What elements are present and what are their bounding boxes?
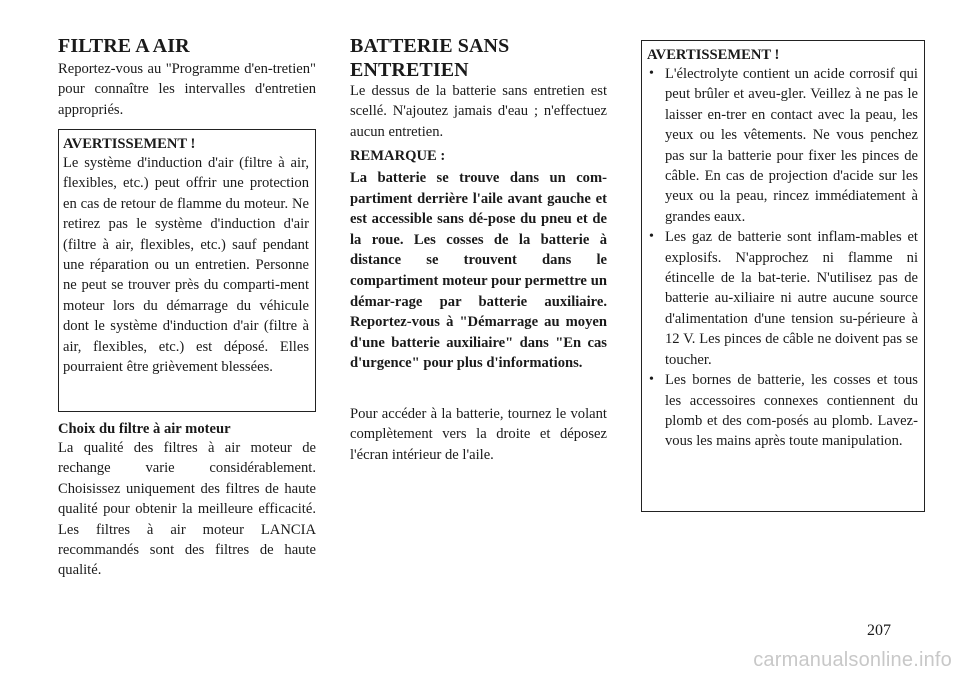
section-title-battery: BATTERIE SANS ENTRETIEN xyxy=(350,35,510,81)
list-item-text: L'électrolyte contient un acide corrosif qui peut brûler et aveu-gler. Veillez à ne pas le laisser en-trer en contact avec la peau, les yeux ou les vêtements. Ne vous penchez pas sur la batterie pour fixer les pinces de câble. En cas de projection d'acide sur les yeux ou la peau, rincez immédiatement à grandes eaux. xyxy=(665,66,918,225)
warning-title: AVERTISSEMENT ! xyxy=(647,47,780,63)
list-item xyxy=(647,64,918,227)
warning-text: Le système d'induction d'air (filtre à air, flexibles, etc.) peut offrir une protection en cas de retour de flamme du moteur. Ne retirez pas le système d'induction d'air (filtre à air, flexibles, etc.) sauf pendant une réparation ou un entretien. Personne ne peut se trouver près du comparti-ment moteur lors du démarrage du véhicule dont le système d'induction d'air (filtre à air, flexibles, etc.) est déposé. Elles pourraient être grièvement blessées. xyxy=(63,155,309,376)
list-item-text: Les bornes de batterie, les cosses et tous les accessoires connexes contiennent du plomb et des com-posés au plomb. Lavez-vous les mains après toute manipulation. xyxy=(665,372,918,450)
bullet-icon: • xyxy=(649,66,654,81)
bullet-icon: • xyxy=(649,372,654,388)
air-filter-choice-text: La qualité des filtres à air moteur de rechange varie considérablement. Choisissez uniquement des filtres de haute qualité pour obtenir la meilleure efficacité. Les filtres à air moteur LANCIA recommandés sont des filtres de haute qualité. xyxy=(58,440,316,579)
air-filter-warning-box xyxy=(58,129,316,412)
page-number: 207 xyxy=(867,622,891,639)
section-title-air-filter: FILTRE A AIR xyxy=(58,35,190,57)
list-item xyxy=(647,370,918,452)
list-item-text: Les gaz de batterie sont inflam-mables et explosifs. N'approchez ni flamme ni étincelle de la bat-terie. N'utilisez pas de batterie au-xiliaire ni autre aucune source d'alimentation d'une tension su-périeure à 12 V. Les pinces de câble ne doivent pas se toucher. xyxy=(665,229,918,368)
air-filter-choice-heading: Choix du filtre à air moteur xyxy=(58,421,231,437)
battery-paragraph-3: Pour accéder à la batterie, tournez le volant complètement vers la droite et déposez l'écran intérieur de l'aile. xyxy=(350,406,607,463)
battery-paragraph-1: Le dessus de la batterie sans entretien est scellé. N'ajoutez jamais d'eau ; n'effectuez aucun entretien. xyxy=(350,83,607,140)
watermark: carmanualsonline.info xyxy=(753,649,952,671)
warning-title: AVERTISSEMENT ! xyxy=(63,136,196,152)
battery-warning-box xyxy=(641,40,925,512)
list-item xyxy=(647,227,918,370)
warning-list xyxy=(647,64,918,452)
battery-note-text: La batterie se trouve dans un com-partiment derrière l'aile avant gauche et est accessible sans dé-pose du pneu et de la roue. Les cosses de la batterie à distance se trouvent dans le compartiment moteur pour permettre un démar-rage par batterie auxiliaire. Reportez-vous à "Démarrage au moyen d'une batterie auxiliaire" dans "En cas d'urgence" pour plus d'informations. xyxy=(350,170,607,372)
battery-note-label: REMARQUE : xyxy=(350,148,446,164)
air-filter-intro: Reportez-vous au "Programme d'en-tretien" pour connaître les intervalles d'entretien appropriés. xyxy=(58,61,316,118)
bullet-icon: • xyxy=(649,229,654,245)
